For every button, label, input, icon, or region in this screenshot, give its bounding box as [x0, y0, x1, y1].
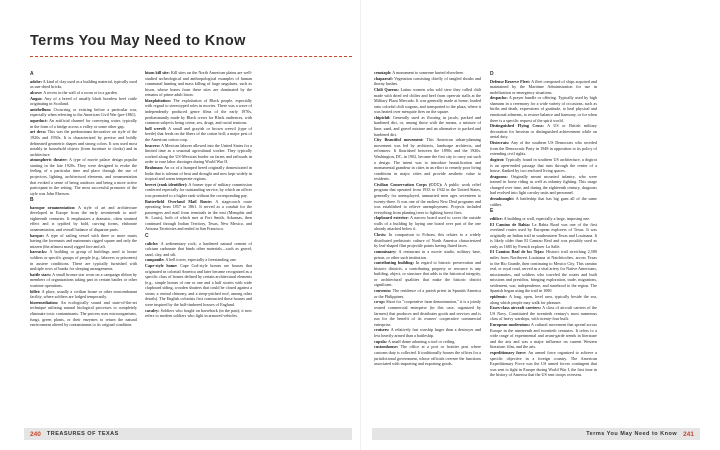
title-underline [30, 56, 352, 57]
glossary-term: dreadnought: [490, 196, 515, 202]
glossary-term: City Beautiful movement: [374, 137, 424, 143]
glossary-entry [374, 182, 481, 215]
glossary-term: barque: [30, 232, 44, 238]
glossary-entry [145, 126, 252, 143]
glossary-definition: An ecologically sound and state-of-the-art technique utilizing natural biological processes to completely eliminate toxic contaminants. The process uses microorganisms, fungi, green plants, or their enzymes to return the natural environment altered by contaminants to its original condition. [30, 299, 137, 328]
glossary-term: battle stars: [30, 271, 52, 277]
glossary-entry [490, 79, 597, 96]
glossary-column-4 [490, 70, 597, 378]
glossary-definition: Generally used as flooring in jacals; packed and hardened dirt, or, among those with the means, a mixture of lime, sand, and gravel mixture and an alternative to packed and hardened dirt. [374, 114, 481, 137]
glossary-entry [490, 322, 597, 350]
glossary-entry [145, 182, 252, 199]
glossary-entry [490, 294, 597, 305]
glossary-definition: An artificial channel for conveying water, typically in the form of a bridge across a valley or some other gap. [30, 118, 137, 129]
glossary-definition: A recess in the wall of a room or in a garden. [42, 89, 118, 95]
glossary-term: blaxploitation: [145, 97, 171, 103]
footer-left [24, 428, 352, 440]
glossary-term: dragoons: [490, 173, 508, 179]
glossary-term: bracero: [145, 142, 161, 148]
glossary-term: Brahman: [145, 165, 164, 171]
glossary-term: dogtrot: [490, 156, 505, 162]
glossary-entry [145, 98, 252, 126]
glossary-entry [30, 90, 137, 96]
glossary-definition: A restaurant in a movie studio, military base, prison, or other such institution. [374, 249, 481, 260]
glossary-term: chaparral: [374, 75, 393, 81]
glossary-definition: A style of art and architecture developed in Europe from the early seventeenth to mid-eighteenth centuries. It emphasizes a dramatic, often strained effect and is typified by bold, curving forms, elaborate ornamentation, and overall balance of disparate parts. [30, 204, 137, 232]
glossary-definition: Latino women who sold stew they called chili made with dried red chilies and beef from open-air stalls at the Military Plaza Mercado. It was generally made at home, loaded onto colorful chili wagons, and transported to the plaza, where it was heated over mesquite fires on the square. [374, 87, 481, 115]
glossary-term: Essex-class aircraft carriers: [490, 305, 542, 311]
glossary-definition: A type of movie palace design popular starting in the late 1920s. They were designed to evoke the feeling of a particular time and place through the use of projectors, lighting, architectural elements, and ornamentation that evoked a sense of being outdoors and being a more active participant in the setting. The most successful promoter of the style was John Eberson. [30, 157, 137, 196]
glossary-entry [145, 143, 252, 165]
glossary-term: El Camino de Bahia: [490, 221, 531, 227]
glossary-definition: Soldiers who fought on horseback (in the past); it now refers to modern soldiers who fight in armored vehicles. [145, 307, 252, 319]
glossary-entry [374, 70, 481, 76]
glossary-entry [30, 205, 137, 233]
glossary-entry [374, 249, 481, 260]
page-gutter [360, 0, 361, 450]
glossary-definition: The office at a port or frontier post where customs duty is collected. It traditionally houses the offices for a jurisdictional government, whose officials oversee the functions associated with importing and exporting goods. [374, 344, 481, 367]
glossary-term: baroque ornamentation: [30, 204, 76, 210]
glossary-definition: A small and grayish or brown weevil (type of beetle) that feeds on the fibers of the cotton boll; a major pest of the American cotton crop. [145, 125, 253, 142]
glossary-definition: A building or group of buildings used to house soldiers or specific groups of people (e.g., laborers or prisoners) in austere conditions. These are typically furnished with multiple rows of bunks for sleeping arrangements. [30, 249, 137, 272]
glossary-definition: A narrow board used to cover the outside walls of a building by laying one board over part of the one already attached below it. [374, 215, 481, 232]
glossary-entry [374, 76, 481, 87]
glossary-definition: In comparison to Folsom, this relates to a widely distributed prehistoric culture of North America characterized by leaf-shaped flint projectile points having fluted faces. [374, 232, 481, 249]
glossary-entry [374, 137, 481, 181]
glossary-entry [145, 199, 252, 232]
glossary-definition: A public work relief program that operated from 1933 to 1942 in the United States, generally for unemployed, unmarried men ages seventeen to twenty-three. It was one of the earliest New Deal programs and was established to relieve unemployment. Projects included everything from planting trees to fighting forest fires. [374, 181, 481, 215]
glossary-definition: Originally meant mounted infantry, who were trained in horse riding as well as infantry fighting. This usage changed over time, and during the eighteenth century, dragoons had evolved into light cavalry units and personnel. [490, 173, 597, 196]
glossary-term: commissary: [374, 249, 397, 254]
glossary-entry [145, 70, 252, 98]
glossary-term: Defense Reserve Fleet: [490, 78, 531, 84]
glossary-entry [490, 196, 597, 207]
glossary-entry [30, 118, 137, 129]
section-letter: E [490, 208, 494, 215]
glossary-term: adobe: [30, 78, 42, 84]
glossary-term: contributing building: [374, 260, 415, 266]
glossary-term: customhouse: [374, 344, 399, 350]
glossary-entry [374, 339, 481, 345]
glossary-term: alcove: [30, 89, 43, 95]
glossary-definition: The residence of a parish priest in Spanish America or the Philippines. [374, 288, 481, 299]
glossary-term: chipichil: [374, 114, 391, 120]
glossary-term: boll weevil: [145, 125, 167, 131]
glossary-entry [374, 87, 481, 115]
glossary-term: campanile: [145, 257, 165, 263]
glossary-entry [374, 299, 481, 327]
glossary-term: cruisers: [374, 327, 390, 333]
glossary-definition: A relatively fast warship larger than a destroyer and less heavily armed than a battleship. [374, 327, 481, 338]
glossary-term: brevet (rank identifier): [145, 181, 188, 187]
glossary-definition: Any of the southern US Democrats who seceded from the Democratic Party in 1948 in opposition to its policy of extending civil rights. [490, 140, 597, 157]
glossary-term: expeditionary force: [490, 350, 527, 356]
glossary-definition: A fleet composed of ships acquired and maintained by the Maritime Administration for use in mobilization or emergency situations. [490, 78, 597, 95]
glossary-definition: A small dome adorning a roof or ceiling. [387, 338, 456, 344]
glossary-entry [374, 215, 481, 232]
glossary-definition: Any of a breed of usually black hornless beef cattle originating in Scotland. [30, 95, 137, 107]
glossary-term: despacho: [490, 95, 508, 101]
glossary-definition: A long, open, level area, typically beside the sea, along which people may walk for pleasure. [490, 294, 597, 305]
right-page-number: 241 [683, 430, 694, 438]
glossary-entry [30, 107, 137, 118]
glossary-entry [374, 232, 481, 249]
glossary-definition: A prayer bundle or offering. Typically used by high shamans in a ceremony for a wide variety of occasions, such as births and death, expressions of gratitude, to heal physical and emotional ailments, to restore balance and harmony, or for when there is a specific request of the spirit world. [490, 95, 597, 123]
glossary-term: co-op: [374, 299, 386, 305]
glossary-entry [145, 165, 252, 182]
glossary-definition: A cultural movement that spread across Europe in the nineteenth and twentieth centuries. It refers to a wide range of experimental and avant-garde trends in literature and the arts and was a major influence on current Western literature, film, and the arts. [490, 322, 598, 350]
glossary-definition: A monument to someone buried elsewhere. [391, 70, 465, 75]
glossary-definition: A stagecoach route operating from 1857 to 1861. It served as a conduit for the passengers and mail from terminals in the east (Memphis and St. Louis), both of which met at Fort Smith, Arkansas, then continued through Indian Territory, Texas, New Mexico, and Arizona Territories and ended in San Francisco. [145, 198, 252, 232]
glossary-term: Civilian Conservation Corps (CCC): [374, 181, 443, 187]
glossary-definition: A former type of military commission conferred especially for outstanding service, by which an officer was promoted to a higher rank without the corresponding pay. [145, 181, 252, 198]
glossary-entry [374, 260, 481, 288]
glossary-definition: A bell tower, especially a freestanding one. [164, 257, 237, 263]
glossary-entry [30, 157, 137, 196]
glossary-term: barracks: [30, 249, 48, 255]
glossary-entry [30, 272, 137, 289]
footer-right [372, 428, 700, 440]
glossary-column-3 [374, 70, 481, 367]
glossary-term: billet: [30, 288, 41, 294]
glossary-entry [490, 123, 597, 140]
glossary-definition: La Bahia Road was one of the first overland routes used by European explorers of Texas. It was originally an Indian trail in southeastern Texas and Louisiana. It is likely older than El Camino Real and was possibly used as early as 1685 by French explorer La Salle. [490, 221, 597, 249]
glossary-term: bison kill site: [145, 70, 170, 75]
glossary-definition: The exploitation of Black people, especially with regard to stereotyped roles in movies. There was a wave of independently produced genre films of the early 1970s, predominantly made by Black crews for Black audiences, with common subjects being crime, sex, drugs, and racial tensions. [145, 97, 252, 126]
glossary-term: epidemic: [490, 294, 508, 300]
glossary-entry [490, 174, 597, 196]
glossary-term: caliche: [145, 240, 159, 246]
glossary-definition: A place, usually a civilian house or other noncombatant facility, where soldiers are lodged temporarily. [30, 288, 137, 300]
glossary-entry [374, 115, 481, 137]
glossary-entry [490, 140, 597, 157]
glossary-entry [374, 327, 481, 338]
section-letter: C [145, 232, 149, 239]
glossary-column-1 [30, 70, 137, 328]
glossary-term: clapboard exterior: [374, 215, 409, 221]
glossary-term: Distinguished Flying Cross: [490, 123, 544, 129]
glossary-term: atmospheric theater: [30, 157, 68, 163]
glossary-term: Cape-style home: [145, 263, 178, 269]
glossary-definition: Kill sites on the North American plains are well-studied archeological and anthropological examples of human communal hunting and mass killing of large ungulates, such as bison, whose bones from these sites are dominated by the remains of prime adult bison. [145, 70, 252, 98]
glossary-column-2 [145, 70, 252, 319]
glossary-entry [374, 344, 481, 366]
glossary-definition: This American urban-planning movement was led by architects, landscape architects, and reformers. It flourished between the 1890s and the 1920s. Washington, DC, in 1902, became the first city to carry out such a design. The intent was to introduce beautification and monumental grandeur in cities in an effort to remedy poor living conditions in major cities and provide aesthetic value to residents. [374, 137, 481, 182]
glossary-definition: A sedimentary rock; a hardened natural cement of calcium carbonate that binds other materials—such as gravel, sand, clay, and silt. [145, 240, 252, 257]
glossary-definition: A building or wall, especially a large, imposing one. [502, 215, 591, 221]
glossary-definition: A Mexican laborer allowed into the United States for a limited time as a seasonal agricultural worker. They typically worked along the US-Mexican border on farms and railroads in order to ease labor shortages during World War II. [145, 142, 252, 165]
glossary-term: Butterfield Overland Mail Route: [145, 198, 213, 204]
glossary-term: cupola: [374, 338, 388, 344]
glossary-definition: Typically found in southern US architecture, a dogtrot is an open-ended passage that runs through the center of a house, flanked by two enclosed living spaces. [490, 156, 597, 174]
glossary-term: El Camino Real de los Tejas: [490, 249, 545, 255]
glossary-entry [145, 257, 252, 263]
glossary-entry [490, 222, 597, 250]
glossary-definition: A battleship that has big guns all of the same caliber. [490, 196, 597, 207]
glossary-definition: Historic trail stretching 2,580 miles from Northwest Louisiana at Natchitoches, across Texas to the Rio Grande, then continuing to Mexico City. This camino real, or royal road, served as a vital artery for Native Americans, missionaries, and soldiers who traveled the routes and built missions and presidios, bringing exploration, trade, migrations, settlement, war, independence, and statehood to the region. The Spanish began using the trail in 1690. [490, 249, 597, 294]
glossary-definition: A small bronze star worn on a campaign ribbon by members of organizations taking part in certain battles or other wartime operations. [30, 271, 137, 288]
left-running-head: TREASURES OF TEXAS [46, 431, 119, 437]
section-letter: A [30, 71, 34, 77]
glossary-entry [490, 95, 597, 123]
glossary-entry [30, 79, 137, 90]
glossary-term: European modernism: [490, 322, 530, 328]
glossary-entry [490, 350, 597, 378]
glossary-term: Chili Queens: [374, 87, 399, 93]
glossary-definition: Vegetation consisting chiefly of tangled shrubs and thorny bushes. [374, 75, 481, 87]
glossary-definition: An ox of a humped breed originally domesticated in India that is tolerant of heat and drought and now kept widely in tropical and warm temperate regions. [145, 165, 252, 182]
glossary-entry [30, 300, 137, 328]
glossary-term: edifice: [490, 215, 503, 221]
glossary-term: Clovis: [374, 232, 387, 238]
glossary-term: Dixiecrats: [490, 140, 510, 146]
glossary-entry [30, 289, 137, 300]
glossary-entry [145, 263, 252, 307]
glossary-entry [30, 249, 137, 271]
glossary-term: Angus: [30, 95, 43, 101]
glossary-entry [490, 249, 597, 293]
glossary-definition: Cape Cod-style homes are houses that originated in colonial America and later became recognized as a specific class of homes defined by certain architectural elements (e.g., simple homes of one or one and a half stories with wide clapboard siding, wooden shutters that could be closed against a storm, a central chimney, and a steep-pitched roof, among other details). The English colonists first constructed these houses and were inspired by the half-timbered houses of England. [145, 263, 252, 307]
glossary-term: antebellum: [30, 106, 52, 112]
right-running-head: Terms You May Need to Know [586, 431, 678, 437]
glossary-definition: This was the predominant decorative art style of the 1920s and 1930s. It is characterized by precise and boldly delineated geometric shapes and strong colors. It was used most notably in household objects (from furniture to clocks) and in architecture. [30, 129, 138, 157]
glossary-entry [145, 241, 252, 258]
glossary-entry [30, 96, 137, 107]
glossary-term: cavalry: [145, 307, 160, 313]
glossary-definition: A US or British military decoration for heroism or distinguished achievement while on aerial duty. [490, 123, 597, 140]
glossary-entry [30, 233, 137, 250]
section-letter: B [30, 197, 34, 204]
glossary-definition: A class of aircraft carriers of the US Navy. Constituted the twentieth century's most numerous class of heavy warships, with twenty-four built. [490, 305, 597, 322]
glossary-definition: An armed force organized to achieve a specific objective in a foreign country. The American Expeditionary Force was the US armed forces contingent that was sent to fight in Europe during World War I, the first time in the history of America that the US sent troops overseas. [490, 350, 597, 378]
glossary-entry [145, 308, 252, 319]
glossary-entry [490, 216, 597, 222]
glossary-entry [30, 129, 137, 157]
glossary-term: aqueduct: [30, 118, 48, 124]
glossary-definition: A type of sailing vessel with three or more masts having the foremasts and mainmasts rigged square and only the mizzen (the aftmost mast) rigged fore and aft. [30, 232, 137, 249]
glossary-entry [374, 288, 481, 299]
glossary-term: cenotaph: [374, 70, 392, 75]
page-title: Terms You May Need to Know [30, 33, 246, 49]
section-letter: D [490, 71, 494, 77]
glossary-entry [490, 157, 597, 174]
glossary-term: bioremediation: [30, 299, 59, 305]
glossary-definition: Short for "cooperative farm denomination," it is a jointly owned commercial enterprise (in this case, organized by farmers) that produces and distributes goods and services and is run for the benefit of its owners' cooperative commercial enterprise. [374, 299, 481, 327]
glossary-definition: A kind of clay used as a building material, typically used as sun-dried bricks. [30, 78, 137, 90]
glossary-term: convento: [374, 288, 392, 294]
glossary-definition: Occurring or existing before a particular war, especially when referring to the American Civil War (pre-1861). [30, 106, 137, 118]
left-page-number: 240 [30, 430, 41, 438]
glossary-definition: In regard to historic preservation and historic districts, a contributing property or resource is any building, object, or structure that adds to the historical integrity, or architectural qualities that make the historic district significant. [374, 260, 481, 288]
glossary-entry [490, 305, 597, 322]
glossary-term: art deco: [30, 129, 47, 135]
